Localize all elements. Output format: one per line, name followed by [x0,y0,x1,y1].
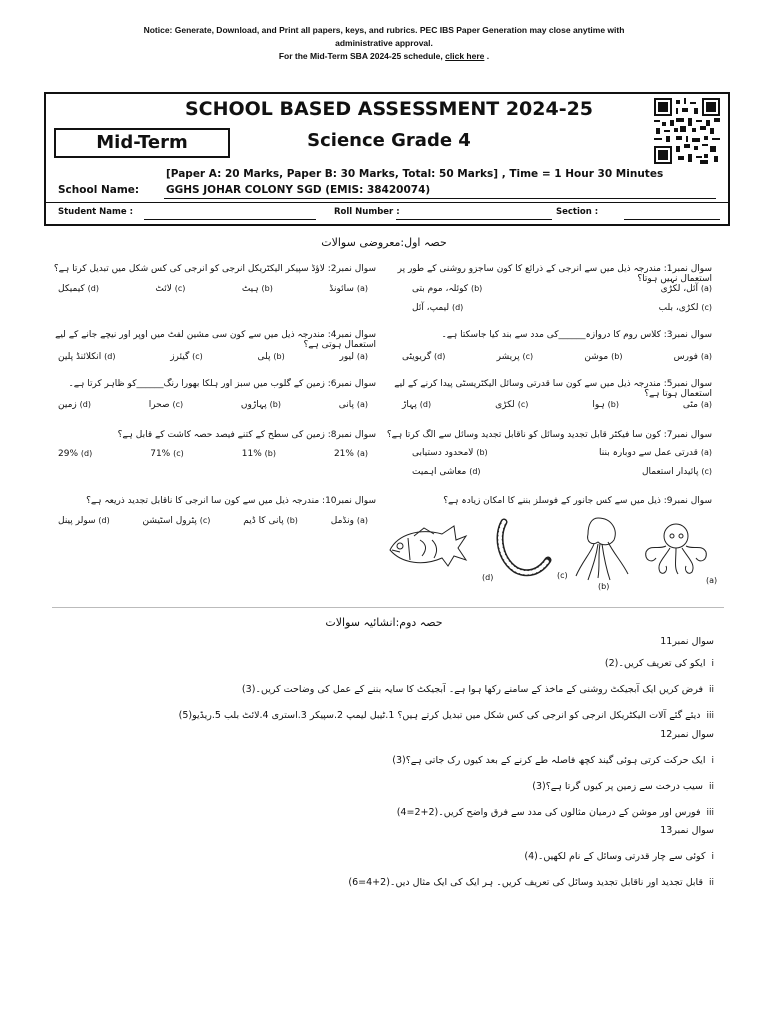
q4-options [58,352,368,362]
notice-line3-suffix: . [486,51,490,61]
q3-text: سوال نمبر3: کلاس روم کا دروازہ______کی مدد سے بند کیا جاسکتا ہے۔ [441,330,712,340]
q10-option-b[interactable]: (b) پانی کا ڈیم [243,516,298,526]
q5-option-d[interactable]: (d) پہاڑ [402,400,432,410]
q2-text: سوال نمبر2: لاؤڈ سپیکر الیکٹریکل انرجی کو انرجی کی کس شکل میں تبدیل کرتا ہے؟ [53,264,376,274]
schedule-link[interactable]: click here [445,51,485,61]
q2-option-d[interactable]: (d) کیمیکل [58,284,99,294]
header-divider [46,202,728,203]
q7-option-c[interactable]: (c) پائیدار استعمال [641,467,712,477]
q10-option-d[interactable]: (d) سولر پینل [58,516,110,526]
q9-option-d-label: (d) [482,573,494,582]
q8-option-b[interactable]: (b) 11% [241,449,276,459]
section-label: Section : [556,207,599,217]
part1-heading: حصہ اول:معروضی سوالات [321,236,447,249]
fish-icon[interactable] [384,516,470,576]
q7-option-a[interactable]: (a) قدرتی عمل سے دوبارہ بننا [599,448,712,458]
q5-option-b[interactable]: (b) ہوا [592,400,619,410]
q13-i: iکوئی سے چار قدرتی وسائل کے نام لکھیں۔(4) [524,851,714,862]
q2-option-c[interactable]: (c) لائٹ [155,284,186,294]
q8-option-c[interactable]: (c) 71% [150,449,184,459]
notice-line3-prefix: For the Mid-Term SBA 2024-25 schedule, [278,51,443,61]
q9-option-a-label: (a) [706,576,718,585]
section-divider [52,607,724,608]
octopus-icon[interactable] [640,520,714,578]
q7-option-b[interactable]: (b) لامحدود دستیابی [412,448,488,458]
notice-line3 [0,50,768,63]
qr-code-icon [654,98,720,164]
q3-option-b[interactable]: (b) موشن [584,352,623,362]
q9-option-b-label: (b) [598,582,610,591]
q7-options-row2 [412,467,712,477]
q13-ii: iiقابل تجدید اور ناقابل تجدید وسائل کی تعریف کریں۔ ہر ایک کی ایک مثال دیں۔(2+4=6) [348,877,714,888]
q1-option-d[interactable]: (d) لیمپ، آئل [412,303,464,313]
q11-i: iایکو کی تعریف کریں۔(2) [604,658,714,669]
q8-option-d[interactable]: (d) 29% [58,449,93,459]
q11-title: سوال نمبر11 [660,636,714,647]
student-name-label: Student Name : [58,207,133,217]
q10-option-c[interactable]: (c) پٹرول اسٹیشن [142,516,211,526]
q8-options [58,449,368,459]
q10-text: سوال نمبر10: مندرجہ ذیل میں سے کون سا انرجی کا ناقابل تجدید ذریعہ ہے؟ [86,496,376,506]
q1-options-row2 [412,303,712,313]
school-label: School Name: [58,184,140,196]
q3-options [402,352,712,362]
q1-option-c[interactable]: (c) لکڑی، بلب [658,303,712,313]
q1-option-b[interactable]: (b) کوئلہ، موم بتی [412,284,483,294]
q7-options-row1 [412,448,712,458]
term-box: Mid-Term [54,128,230,158]
q9-option-c-label: (c) [557,571,568,580]
q10-option-a[interactable]: (a) ونڈمل [330,516,368,526]
q4-option-a[interactable]: (a) لیور [339,352,368,362]
q1-options-row1 [412,284,712,294]
q2-options [58,284,368,294]
school-value: GGHS JOHAR COLONY SGD (EMIS: 38420074) [166,184,431,196]
q12-ii: iiسیب درخت سے زمین پر کیوں گرتا ہے؟(3) [532,781,714,792]
q4-option-b[interactable]: (b) پلی [257,352,285,362]
q10-options [58,516,368,526]
notice-line2: administrative approval. [335,38,433,48]
q6-options [58,400,368,410]
q4-text: سوال نمبر4: مندرجہ ذیل میں سے کون سی مشین لفٹ میں اوپر اور نیچے جانے کے لیے استعمال ہوتی ہے؟ [55,330,376,350]
q7-option-d[interactable]: (d) معاشی اہمیت [412,467,481,477]
paper-info: [Paper A: 20 Marks, Paper B: 30 Marks, Total: 50 Marks] , Time = 1 Hour 30 Minutes [166,168,664,180]
q12-iii: iiiفورس اور موشن کے درمیان مثالوں کی مدد سے فرق واضح کریں۔(2+2=4) [396,807,714,818]
q2-option-a[interactable]: (a) سائونڈ [329,284,368,294]
q1-option-a[interactable]: (a) آئل، لکڑی [660,284,712,294]
section-field[interactable] [624,219,720,220]
q8-text: سوال نمبر8: زمین کی سطح کے کتنے فیصد حصہ کاشت کے قابل ہے؟ [117,430,376,440]
q12-title: سوال نمبر12 [660,729,714,740]
q11-iii: iiiدیئے گئے آلات الیکٹریکل انرجی کو انرجی کی کس شکل میں تبدیل کرتے ہیں؟ 1.ٹیبل لیمپ 2.سپیکر 3.استری 4.لائٹ بلب 5.ریڈیو(5) [178,710,714,721]
student-name-field[interactable] [144,219,316,220]
q12-i: iایک حرکت کرتی ہوئی گیند کچھ فاصلہ طے کرنے کے بعد کیوں رک جاتی ہے؟(3) [392,755,714,766]
part2-heading: حصہ دوم:انشائیہ سوالات [325,616,443,629]
q6-option-b[interactable]: (b) پہاڑوں [240,400,281,410]
q6-option-c[interactable]: (c) صحرا [148,400,184,410]
page-title: SCHOOL BASED ASSESSMENT 2024-25 [184,98,594,120]
roll-number-field[interactable] [396,219,552,220]
q7-text: سوال نمبر7: کون سا فیکٹر قابل تجدید وسائل کو ناقابل تجدید وسائل سے الگ کرتا ہے؟ [386,430,712,440]
q4-option-c[interactable]: (c) گیئرز [170,352,203,362]
q3-option-a[interactable]: (a) فورس [673,352,712,362]
q13-title: سوال نمبر13 [660,825,714,836]
q5-options [402,400,712,410]
q6-text: سوال نمبر6: زمین کے گلوب میں سبز اور ہلکا بھورا رنگ______کو ظاہر کرتا ہے۔ [68,379,376,389]
q9-text: سوال نمبر9: ذیل میں سے کس جانور کے فوسلز بننے کا امکان زیادہ ہے؟ [443,496,712,506]
q4-option-d[interactable]: (d) انکلائنڈ پلین [58,352,116,362]
q8-option-a[interactable]: (a) 21% [333,449,368,459]
worm-icon[interactable] [494,516,560,578]
q3-option-d[interactable]: (d) گریویٹی [402,352,446,362]
roll-number-label: Roll Number : [334,207,400,217]
q2-option-b[interactable]: (b) ہیٹ [241,284,273,294]
jellyfish-icon[interactable] [570,514,634,584]
q5-option-a[interactable]: (a) مٹی [682,400,712,410]
notice-line1: Notice: Generate, Download, and Print all papers, keys, and rubrics. PEC IBS Paper Generation may close anytime with [143,25,625,35]
header-box [44,92,730,226]
student-info-row [46,207,732,223]
subject-title: Science Grade 4 [307,130,471,151]
q1-text: سوال نمبر1: مندرجہ ذیل میں سے انرجی کے ذرائع کا کون ساجزو روشنی کے طور پر استعمال نہیں ہوتا؟ [397,264,712,284]
notice-banner [0,24,768,63]
school-underline [164,198,716,199]
q5-text: سوال نمبر5: مندرجہ ذیل میں سے کون سا قدرتی وسائل الیکٹریسٹی پیدا کرنے کے لیے استعمال ہوتا ہے؟ [394,379,712,399]
q3-option-c[interactable]: (c) پریشر [496,352,534,362]
q11-ii: iiفرض کریں ایک آبجیکٹ روشنی کے ماخذ کے سامنے رکھا ہوا ہے۔ آبجیکٹ کا سایہ بننے کے عمل کی وضاحت کریں۔(3) [241,684,714,695]
q6-option-a[interactable]: (a) پانی [338,400,368,410]
q6-option-d[interactable]: (d) زمین [58,400,91,410]
q5-option-c[interactable]: (c) لکڑی [495,400,529,410]
